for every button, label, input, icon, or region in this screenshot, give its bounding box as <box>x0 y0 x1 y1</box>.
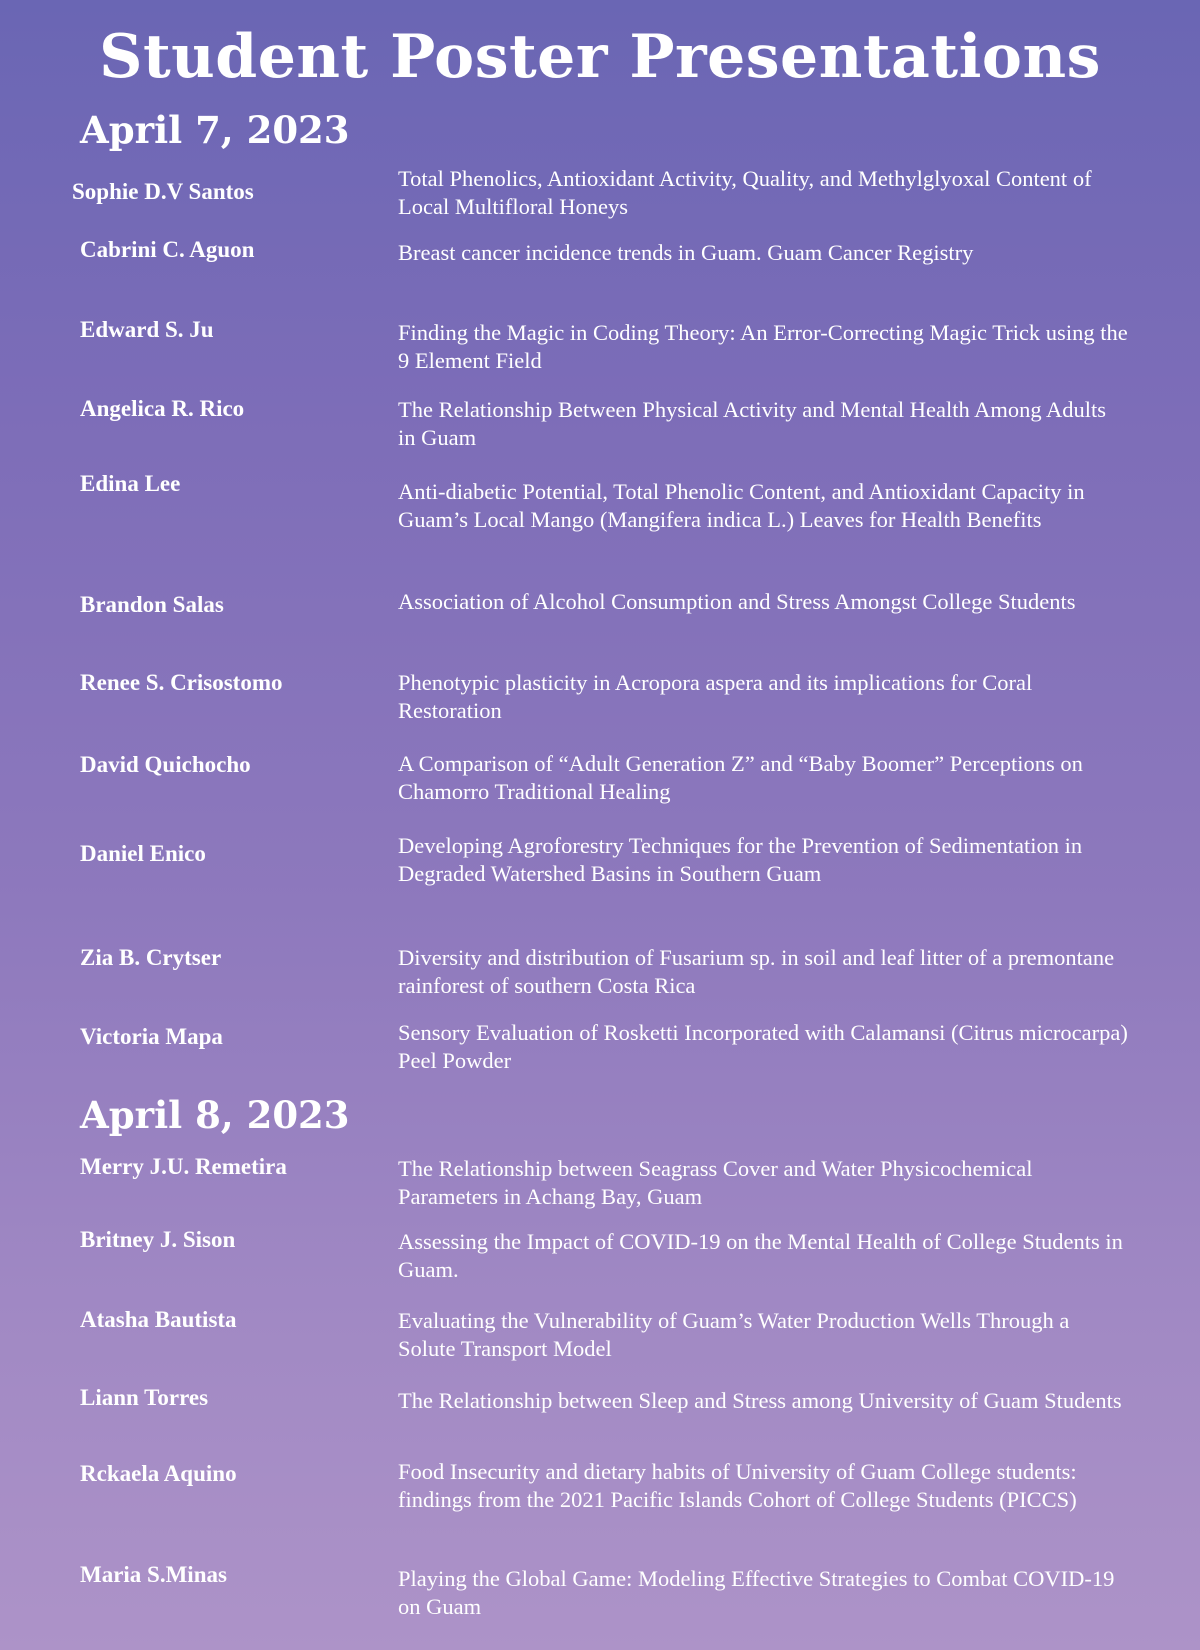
presenter-name: Daniel Enico <box>80 841 206 866</box>
presenter-name: Sophie D.V Santos <box>72 179 254 204</box>
presenter-name: Victoria Mapa <box>80 1024 223 1049</box>
presenter-name: Britney J. Sison <box>80 1227 236 1252</box>
presenter-name: Liann Torres <box>80 1385 209 1410</box>
presenter-name: David Quichocho <box>80 752 251 777</box>
poster-title: Sensory Evaluation of Rosketti Incorporated with Calamansi (Citrus microcarpa) Peel Powder <box>398 1020 1128 1073</box>
presenter-name: Angelica R. Rico <box>80 396 245 421</box>
presenter-name: Maria S.Minas <box>80 1562 227 1587</box>
session-date: April 8, 2023 <box>80 1093 350 1137</box>
page-title: Student Poster Presentations <box>99 22 1101 92</box>
poster-title: Phenotypic plasticity in Acropora aspera and its implications for Coral Restoration <box>398 670 1033 723</box>
poster-title: Evaluating the Vulnerability of Guam’s Water Production Wells Through a Solute Transport Model <box>398 1308 1070 1361</box>
poster-title: Finding the Magic in Coding Theory: An Error-Correcting Magic Trick using the 9 Element Field <box>398 320 1128 373</box>
poster-title: Breast cancer incidence trends in Guam. Guam Cancer Registry <box>398 240 974 265</box>
presenter-name: Edina Lee <box>80 471 181 496</box>
poster-title: The Relationship between Sleep and Stress among University of Guam Students <box>398 1388 1122 1413</box>
poster-title: A Comparison of “Adult Generation Z” and “Baby Boomer” Perceptions on Chamorro Traditional Healing <box>398 751 1083 804</box>
presenter-name: Brandon Salas <box>80 592 224 617</box>
poster-title: Total Phenolics, Antioxidant Activity, Quality, and Methylglyoxal Content of Local Multifloral Honeys <box>398 166 1092 219</box>
presenter-name: Edward S. Ju <box>80 317 214 342</box>
poster-title: The Relationship between Seagrass Cover and Water Physicochemical Parameters in Achang Bay, Guam <box>398 1156 1033 1209</box>
poster-title: Anti-diabetic Potential, Total Phenolic Content, and Antioxidant Capacity in Guam’s Local Mango (Mangifera indica L.) Leaves for Health Benefits <box>398 479 1085 532</box>
poster-title: Developing Agroforestry Techniques for the Prevention of Sedimentation in Degraded Watershed Basins in Southern Guam <box>398 833 1083 886</box>
presenter-name: Renee S. Crisostomo <box>80 670 283 695</box>
presenter-name: Cabrini C. Aguon <box>80 237 255 262</box>
poster-title: Diversity and distribution of Fusarium sp. in soil and leaf litter of a premontane rainforest of southern Costa Rica <box>398 945 1115 998</box>
poster-title: Playing the Global Game: Modeling Effective Strategies to Combat COVID-19 on Guam <box>398 1566 1115 1619</box>
presenter-name: Atasha Bautista <box>80 1307 237 1332</box>
poster-title: Association of Alcohol Consumption and Stress Amongst College Students <box>398 589 1076 614</box>
presenter-name: Zia B. Crytser <box>80 945 222 970</box>
session-date: April 7, 2023 <box>80 108 350 152</box>
presenter-name: Rckaela Aquino <box>80 1461 237 1486</box>
poster-title: The Relationship Between Physical Activity and Mental Health Among Adults in Guam <box>398 397 1107 450</box>
presenter-name: Merry J.U. Remetira <box>80 1154 287 1179</box>
poster-title: Assessing the Impact of COVID-19 on the Mental Health of College Students in Guam. <box>398 1229 1123 1282</box>
poster-title: Food Insecurity and dietary habits of University of Guam College students: findings from the 2021 Pacific Islands Cohort of College Students (PICCS) <box>398 1459 1077 1512</box>
